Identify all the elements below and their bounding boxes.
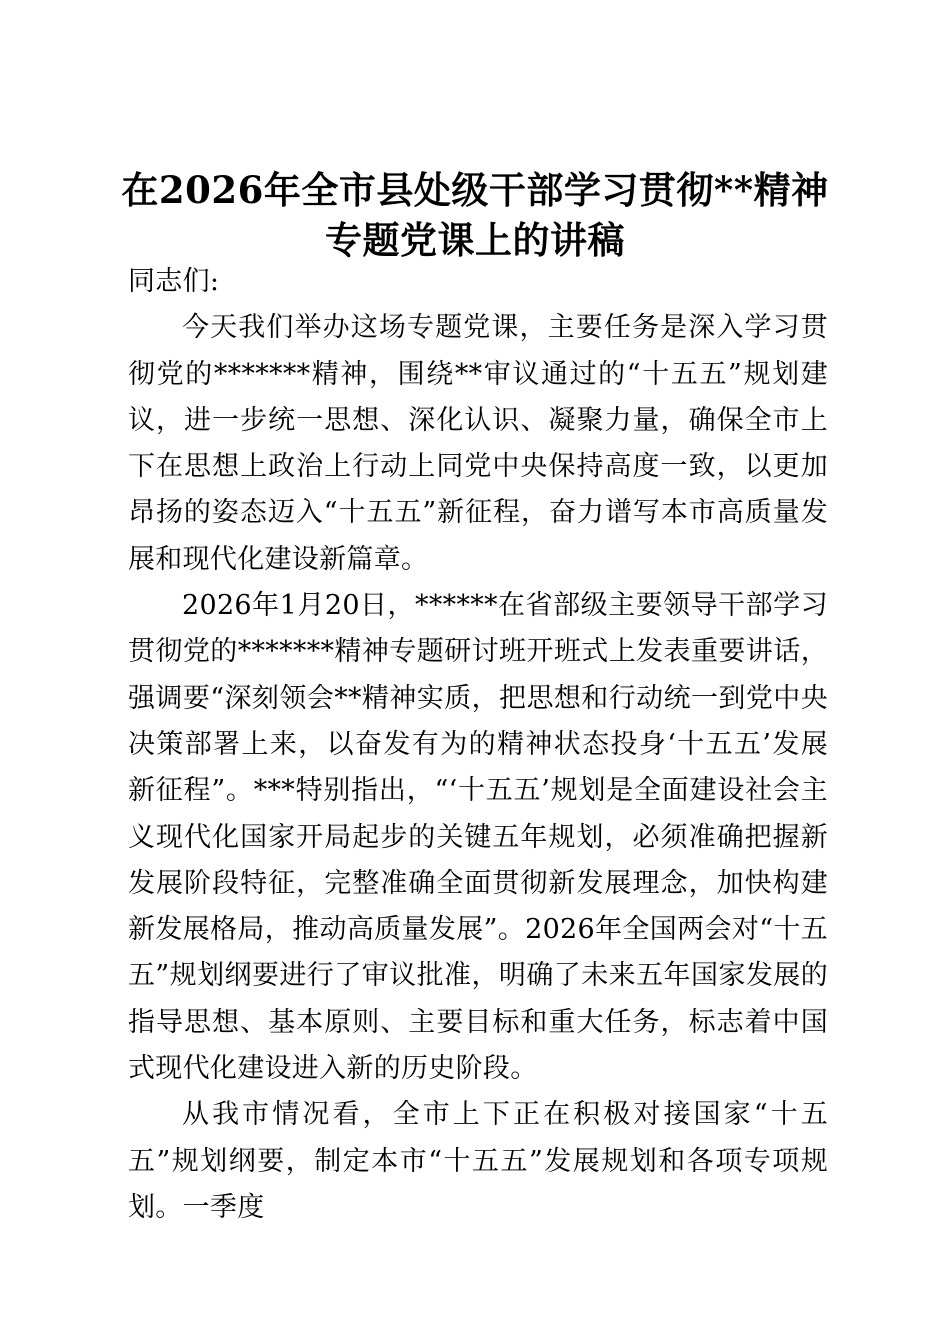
paragraph-city-situation: 从我市情况看，全市上下正在积极对接国家“十五五”规划纲要，制定本市“十五五”发展规划和各项专项规划。一季度 — [128, 1099, 828, 1223]
document-body — [128, 259, 828, 1231]
document-title: 在2026年全市县处级干部学习贯彻**精神专题党课上的讲稿 — [121, 168, 829, 262]
paragraph-speech: 2026年1月20日，******在省部级主要领导干部学习贯彻党的*******精神专题研讨班开班式上发表重要讲话，强调要“深刻领会**精神实质，把思想和行动统一到党中央决策部署上来，以奋发有为的精神状态投身‘十五五’发展新征程”。***特别指出，“‘十五五’规划是全面建设社会主义现代化国家开局起步的关键五年规划，必须准确把握新发展阶段特征，完整准确全面贯彻新发展理念，加快构建新发展格局，推动高质量发展”。2026年全国两会对“十五五”规划纲要进行了审议批准，明确了未来五年国家发展的指导思想、基本原则、主要目标和重大任务，标志着中国式现代化建设进入新的历史阶段。 — [128, 590, 828, 1085]
salutation: 同志们: — [128, 266, 220, 297]
paragraph-intro: 今天我们举办这场专题党课，主要任务是深入学习贯彻党的*******精神，围绕**审议通过的“十五五”规划建议，进一步统一思想、深化认识、凝聚力量，确保全市上下在思想上政治上行动上同党中央保持高度一致，以更加昂扬的姿态迈入“十五五”新征程，奋力谱写本市高质量发展和现代化建设新篇章。 — [128, 312, 828, 575]
